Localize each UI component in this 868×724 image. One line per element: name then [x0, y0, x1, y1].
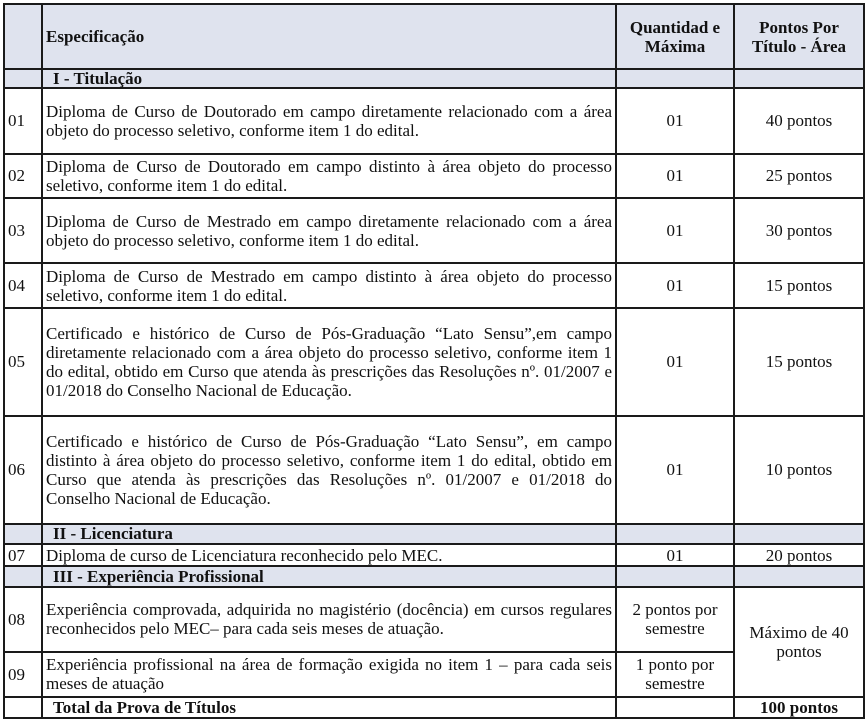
row-description: Diploma de Curso de Mestrado em campo diretamente relacionado com a área objeto do processo seletivo, conforme item 1 do edital. [42, 198, 616, 263]
row-description: Diploma de Curso de Doutorado em campo distinto à área objeto do processo seletivo, conforme item 1 do edital. [42, 154, 616, 199]
row-number: 06 [4, 416, 42, 524]
row-number: 08 [4, 587, 42, 652]
table-row [4, 263, 864, 308]
section-title: I - Titulação [42, 69, 616, 88]
row-number: 01 [4, 88, 42, 153]
row-number: 02 [4, 154, 42, 199]
row-points: 15 pontos [734, 263, 864, 308]
row-description: Experiência profissional na área de formação exigida no item 1 – para cada seis meses de atuação [42, 652, 616, 697]
header-blank [4, 4, 42, 69]
row-quantity: 01 [616, 154, 734, 199]
row-number: 07 [4, 544, 42, 566]
row-points: 25 pontos [734, 154, 864, 199]
section-title: III - Experiência Profissional [42, 566, 616, 586]
row-quantity: 01 [616, 263, 734, 308]
row-description: Experiência comprovada, adquirida no magistério (docência) em cursos regulares reconhecidos pelo MEC– para cada seis meses de atuação. [42, 587, 616, 652]
row-points: 10 pontos [734, 416, 864, 524]
table-row [4, 88, 864, 153]
row-points: 20 pontos [734, 544, 864, 566]
row-quantity: 01 [616, 198, 734, 263]
total-label: Total da Prova de Títulos [42, 697, 616, 718]
row-number: 09 [4, 652, 42, 697]
total-row [4, 697, 864, 718]
header-qty: Quantidad e Máxima [616, 4, 734, 69]
row-description: Certificado e histórico de Curso de Pós-Graduação “Lato Sensu”,em campo diretamente relacionado com a área objeto do processo seletivo, conforme item 1 do edital, obtido em Curso que atenda às prescrições das Resoluções nº. 01/2007 e 01/2018 do Conselho Nacional de Educação. [42, 308, 616, 416]
shared-points: Máximo de 40 pontos [734, 587, 864, 697]
section-row [4, 69, 864, 88]
header-row [4, 4, 864, 69]
section-row [4, 524, 864, 544]
table-row [4, 198, 864, 263]
row-quantity: 01 [616, 544, 734, 566]
row-quantity: 01 [616, 88, 734, 153]
criteria-table [3, 3, 865, 719]
row-points: 30 pontos [734, 198, 864, 263]
row-points: 15 pontos [734, 308, 864, 416]
row-quantity: 01 [616, 416, 734, 524]
row-description: Diploma de curso de Licenciatura reconhecido pelo MEC. [42, 544, 616, 566]
table-row [4, 544, 864, 566]
row-quantity: 2 pontos por semestre [616, 587, 734, 652]
table-row [4, 154, 864, 199]
row-quantity: 01 [616, 308, 734, 416]
table-row [4, 308, 864, 416]
row-description: Certificado e histórico de Curso de Pós-Graduação “Lato Sensu”, em campo distinto à área objeto do processo seletivo, conforme item 1 do edital, obtido em Curso que atenda às prescrições das Resoluções nº. 01/2007 e 01/2018 do Conselho Nacional de Educação. [42, 416, 616, 524]
table-row [4, 416, 864, 524]
row-number: 04 [4, 263, 42, 308]
table-row [4, 587, 864, 652]
total-value: 100 pontos [734, 697, 864, 718]
row-number: 05 [4, 308, 42, 416]
section-row [4, 566, 864, 586]
header-pts: Pontos Por Título - Área [734, 4, 864, 69]
row-points: 40 pontos [734, 88, 864, 153]
row-number: 03 [4, 198, 42, 263]
row-description: Diploma de Curso de Doutorado em campo diretamente relacionado com a área objeto do processo seletivo, conforme item 1 do edital. [42, 88, 616, 153]
header-spec: Especificação [42, 4, 616, 69]
row-description: Diploma de Curso de Mestrado em campo distinto à área objeto do processo seletivo, conforme item 1 do edital. [42, 263, 616, 308]
row-quantity: 1 ponto por semestre [616, 652, 734, 697]
section-title: II - Licenciatura [42, 524, 616, 544]
